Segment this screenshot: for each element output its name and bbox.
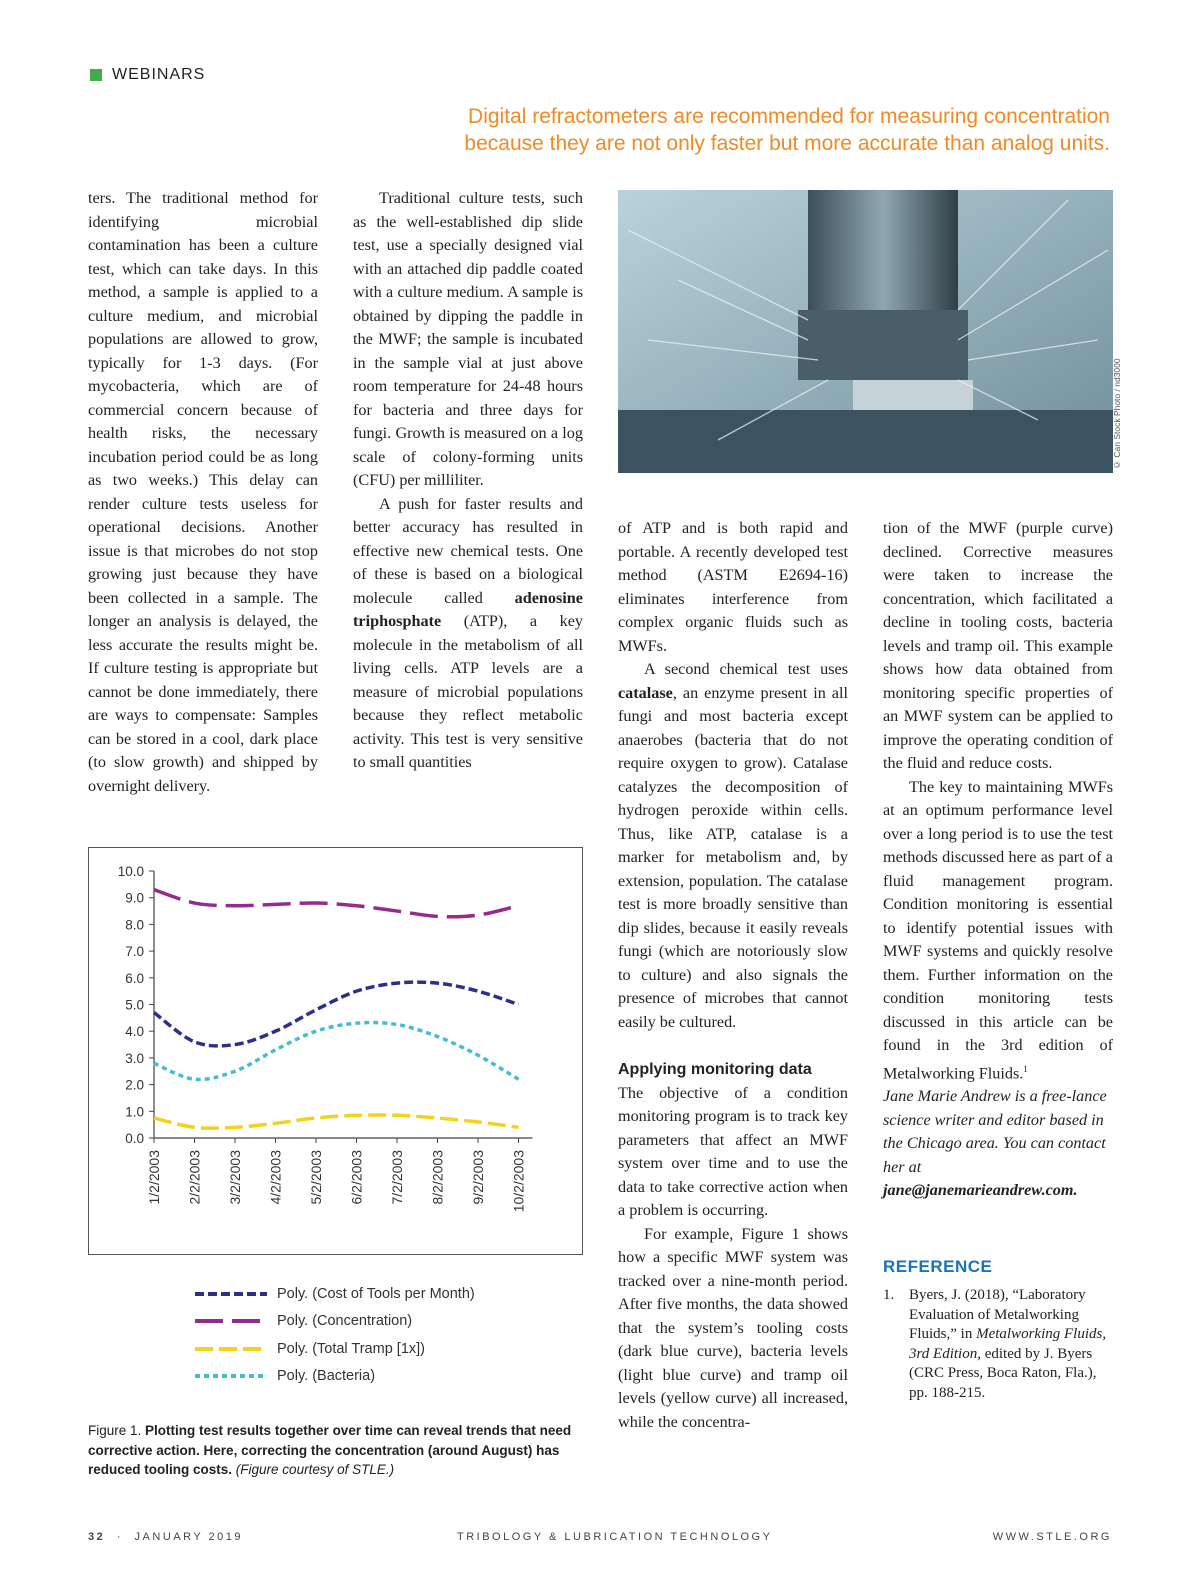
x-tick-label: 1/2/2003 [146,1150,162,1205]
x-tick-label: 4/2/2003 [267,1150,284,1205]
column-4 [883,517,1113,1403]
col2-p2-text-a: A push for faster results and better accuracy has resulted in effective new chemical tests. One of these is based on a biological molecule called [353,494,583,607]
column-3 [618,517,848,1434]
y-tick-label: 0.0 [125,1131,144,1146]
y-tick-label: 10.0 [117,864,144,879]
y-tick-label: 4.0 [125,1024,144,1040]
page-number: 32 [88,1531,106,1543]
col3-paragraph-2 [618,658,848,1034]
legend-item-concentration [195,1308,475,1336]
caption-bold-text: Plotting test results together over time can reveal trends that need corrective action. Here, correcting the concentration (around August) has reduced tooling costs. [88,1423,572,1477]
footnote-marker: 1 [1023,1063,1028,1074]
reference-text [909,1286,1113,1403]
legend-item-bacteria [195,1363,475,1391]
section-square-icon [90,69,102,81]
author-bio [883,1085,1113,1203]
col3-paragraph-3: The objective of a condition monitoring program is to track key parameters that affect an MWF system over time and to use the data to take corrective action when a problem is occurring. [618,1083,848,1219]
chart-legend [195,1280,475,1390]
column-1 [88,187,318,798]
footer-separator: · [116,1531,123,1543]
col2-paragraph-2 [353,493,583,775]
reference-item [883,1286,1113,1403]
x-tick-label: 7/2/2003 [389,1150,405,1205]
col4-paragraph-1: tion of the MWF (purple curve) declined. Corrective measures were taken to increase the concentration, which facilitated a decline in tooling costs, bacteria levels and tramp oil. This example shows how data obtained from monitoring specific properties of an MWF system can be applied to improve the operating condition of the fluid and reduce costs. [883,519,1113,772]
x-tick-label: 9/2/2003 [470,1150,486,1205]
x-tick-label: 5/2/2003 [308,1150,324,1205]
series-line-1 [154,890,519,917]
x-tick-label: 8/2/2003 [429,1150,446,1205]
y-tick-label: 9.0 [125,890,144,906]
reference-text-a: Byers, J. (2018), “Laboratory Evaluation of Metalworking Fluids,” in [909,1287,1086,1343]
reference-number: 1. [883,1287,895,1304]
photo-credit: © Can Stock Photo / nd3000 [1112,358,1122,470]
issue-date: JANUARY 2019 [134,1531,244,1543]
x-tick-label: 6/2/2003 [348,1150,365,1205]
legend-label-concentration: Poly. (Concentration) [277,1313,413,1330]
column-2 [353,187,583,775]
section-label-text: WEBINARS [112,66,206,83]
caption-label: Figure 1. [88,1423,142,1438]
col4-paragraph-2 [883,776,1113,1086]
website-link[interactable]: WWW.STLE.ORG [992,1531,1112,1543]
col3-p2-text-b: , an enzyme present in all fungi and most bacteria except anaerobes (bacteria that do not require oxygen to grow). Catalase catalyzes the decomposition of hydrogen peroxide within cells. Thus, like ATP, catalase is a marker for metabolism and, by extension, population. The catalase test is more broadly sensitive than dip slides, because it easily reveals fungi (which are notoriously slow to culture) and also signals the presence of microbes that cannot easily be cultured. [618,683,848,1031]
reference-text-b: , edited by J. Byers (CRC Press, Boca Raton, Fla.), pp. 188-215. [909,1345,1097,1401]
col3-paragraph-1: of ATP and is both rapid and portable. A recently developed test method (ASTM E2694-16) eliminates interference from complex organic fluids such as MWFs. [618,519,848,655]
y-tick-label: 8.0 [125,917,144,933]
legend-label-tools: Poly. (Cost of Tools per Month) [277,1285,475,1302]
col3-paragraph-4: For example, Figure 1 shows how a specific MWF system was tracked over a nine-month period. After five months, the data showed that the system’s tooling costs (dark blue curve), bacteria levels (light blue curve) and tramp oil levels (yellow curve) all increased, while the concentra- [618,1224,848,1431]
col4-p2-text: The key to maintaining MWFs at an optimum performance level over a long period is to use the test methods discussed here as part of a fluid management program. Condition monitoring is essential to identify potential issues with MWF systems and quickly resolve them. Further information on the condition monitoring tests discussed in this article can be found in the 3rd edition of Metalworking Fluids. [883,777,1113,1082]
col3-p2-text-a: A second chemical test uses [644,660,848,678]
author-bio-text: Jane Marie Andrew is a free-lance science writer and editor based in the Chicago area. You can contact her at [883,1087,1107,1176]
legend-label-bacteria: Poly. (Bacteria) [277,1368,376,1385]
y-tick-label: 5.0 [125,997,144,1013]
reference-book-title: Metalworking Fluids, 3rd Edition [909,1326,1107,1362]
col1-paragraph: ters. The traditional method for identifying microbial contamination has been a culture test, which can take days. In this method, a sample is applied to a culture medium, and microbial populations are allowed to grow, typically for 1-3 days. (For mycobacteria, which are of commercial concern because of health risks, the necessary incubation period could be as long as two weeks.) This delay can render culture tests useless for operational decisions. Another issue is that microbes do not stop growing just because they have been collected in a sample. The longer an analysis is delayed, the less accurate the results might be. If culture testing is appropriate but cannot be done immediately, there are ways to compensate: Samples can be stored in a cool, dark place (to slow growth) and shipped by overnight delivery. [88,189,318,795]
y-tick-label: 2.0 [125,1077,144,1093]
col2-p2-bold: adenosine triphosphate [353,588,583,630]
legend-swatch-bacteria [195,1373,267,1379]
col2-p2-text-b: (ATP), a key molecule in the metabolism of all living cells. ATP levels are a measure of microbial populations because they reflect metabolic activity. This test is very sensitive to small quantities [353,612,583,771]
reference-heading: REFERENCE [883,1256,993,1276]
col3-p2-bold: catalase [618,683,673,702]
subheading-applying-monitoring-data: Applying monitoring data [618,1061,812,1078]
footer-left [88,1531,243,1543]
col2-paragraph-1: Traditional culture tests, such as the well-established dip slide test, use a specially designed vial with an attached dip paddle coated with a culture medium. A sample is obtained by dipping the paddle in the MWF; the sample is incubated in the sample vial at just above room temperature for 24-48 hours for bacteria and three days for fungi. Growth is measured on a log scale of colony-forming units (CFU) per milliliter. [353,189,583,489]
y-tick-label: 7.0 [125,944,144,960]
chart-svg [89,848,581,1253]
y-tick-label: 3.0 [125,1050,144,1066]
figure-1-chart [88,847,583,1255]
x-tick-label: 10/2/2003 [510,1150,527,1213]
publication-name: TRIBOLOGY & LUBRICATION TECHNOLOGY [457,1531,773,1543]
legend-swatch-tools [195,1291,267,1297]
pull-quote: Digital refractometers are recommended for measuring concentration because they are not only faster but more accurate than analog units. [464,105,1110,155]
y-tick-label: 6.0 [125,970,144,986]
legend-label-tramp: Poly. (Total Tramp [1x]) [277,1340,425,1357]
legend-swatch-concentration [195,1318,267,1324]
legend-item-tools [195,1280,475,1308]
series-line-0 [154,982,519,1046]
legend-item-tramp [195,1335,475,1363]
caption-credit: (Figure courtesy of STLE.) [235,1462,395,1477]
x-tick-label: 2/2/2003 [186,1150,203,1205]
section-label [90,66,205,84]
x-tick-label: 3/2/2003 [227,1150,243,1205]
author-email-link[interactable]: jane@janemarieandrew.com. [883,1181,1078,1200]
figure-caption [88,1421,584,1480]
y-tick-label: 1.0 [125,1104,144,1120]
series-line-2 [154,1115,519,1128]
milling-machine-photo [618,190,1113,473]
series-line-3 [154,1023,519,1080]
legend-swatch-tramp [195,1346,267,1352]
